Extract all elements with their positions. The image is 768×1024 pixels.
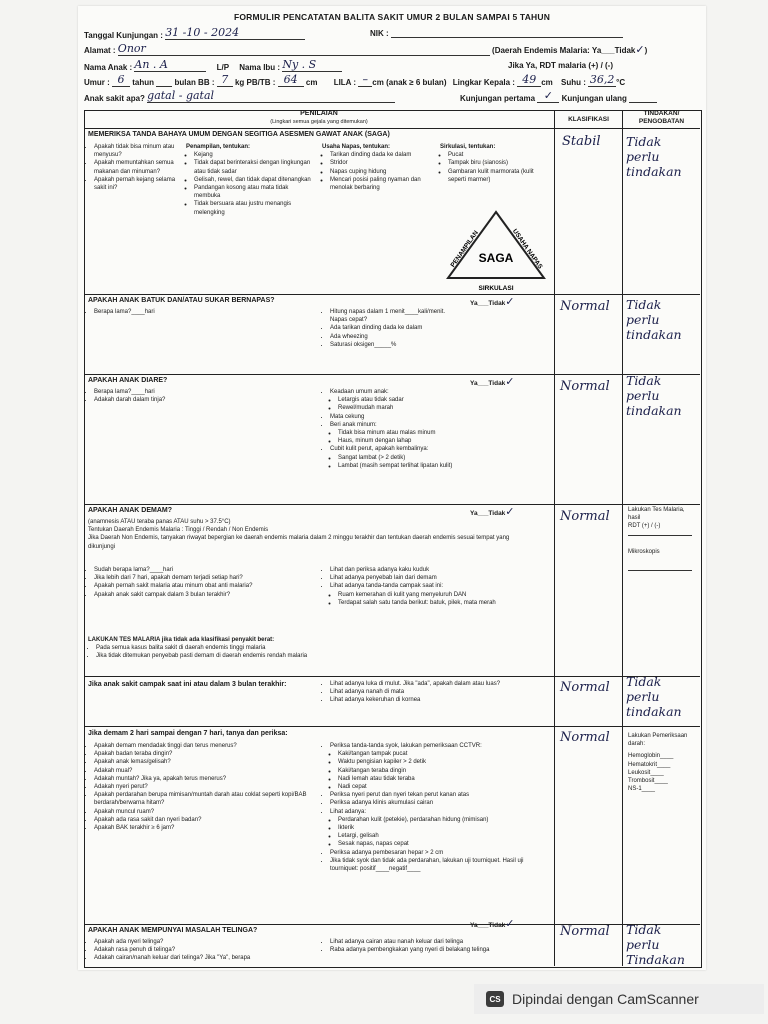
dengue-question: • Adakah muntah? Jika ya, apakah terus menerus?	[94, 775, 316, 783]
ear-check: • Lihat adanya cairan atau nanah keluar dari telinga	[330, 938, 550, 946]
fever-check: ◦ Terdapat salah satu tanda berikut: batuk, pilek, mata merah	[338, 599, 550, 607]
rdt-label: Jika Ya, RDT malaria (+) / (-)	[508, 61, 614, 70]
section-divider	[84, 374, 700, 375]
saga-center-label: SAGA	[478, 251, 514, 265]
saga-section-title: MEMERIKSA TANDA BAHAYA UMUM DENGAN SEGITIGA ASESMEN GAWAT ANAK (SAGA)	[88, 131, 390, 138]
weight-value: 7	[217, 73, 233, 87]
saga-appearance	[186, 143, 314, 217]
malaria-endemic-label: (Daerah Endemis Malaria: Ya___Tidak	[492, 46, 636, 55]
cough-checks	[322, 308, 550, 349]
age-years-value: 6	[112, 73, 130, 87]
first-visit-label: Kunjungan pertama	[460, 94, 536, 103]
fever-action-blank	[628, 535, 692, 536]
saga-questions	[86, 143, 182, 192]
cough-yes-no	[470, 295, 515, 308]
checkmark-icon: ✓	[505, 375, 515, 388]
lila-unit: cm (anak ≥ 6 bulan)	[372, 78, 447, 87]
cough-check: • Ada tarikan dinding dada ke dalam	[330, 324, 550, 332]
saga-bottom-label: SIRKULASI	[478, 285, 514, 292]
malaria-test-item: • Jika tidak ditemukan penyebab pasti demam di daerah endemis rendah malaria	[96, 652, 528, 660]
dengue-question: • Apakah demam mendadak tinggi dan terus menerus?	[94, 742, 316, 750]
dengue-question: • Apakah badan teraba dingin?	[94, 750, 316, 758]
section-divider	[84, 676, 700, 677]
fever-yes-no	[470, 505, 515, 518]
measles-check: • Lihat adanya kekeruhan di kornea	[330, 696, 550, 704]
height-value: 64	[278, 73, 304, 87]
dengue-question: • Apakah BAK terakhir ≥ 6 jam?	[94, 824, 316, 832]
visit-date-label: Tanggal Kunjungan :	[84, 31, 163, 40]
fever-check: • Lihat adanya penyebab lain dari demam	[330, 574, 550, 582]
ear-question: • Apakah ada nyeri telinga?	[94, 938, 316, 946]
saga-circulation	[440, 143, 552, 184]
cough-check: • Ada wheezing	[330, 333, 550, 341]
dengue-check: • Periksa adanya pembesaran hepar > 2 cm	[330, 849, 550, 857]
column-header-tindakan: TINDAKAN/ PENGOBATAN	[638, 110, 685, 125]
dengue-action-line: NS-1____	[628, 786, 656, 793]
dengue-checks	[322, 742, 550, 873]
fever-question: • Jika lebih dari 7 hari, apakah demam terjadi setiap hari?	[94, 574, 316, 582]
ear-checks	[322, 938, 550, 954]
measles-checks	[322, 680, 550, 705]
head-circumference-unit: cm	[541, 78, 553, 87]
circulation-item: ◦ Tampak biru (sianosis)	[448, 159, 552, 167]
diarrhea-check: ◦ Sangat lambat (> 2 detik)	[338, 454, 550, 462]
diarrhea-questions	[86, 388, 286, 404]
measles-check: • Lihat adanya nanah di mata	[330, 688, 550, 696]
yes-no-label: Ya___Tidak	[470, 922, 506, 929]
column-header-penilaian	[84, 110, 554, 126]
visit-date-row	[84, 26, 305, 40]
cough-section-title: APAKAH ANAK BATUK DAN/ATAU SUKAR BERNAPAS?	[88, 297, 275, 304]
section-divider	[84, 294, 700, 295]
dengue-action-line: Leukosit____	[628, 769, 664, 776]
lila-label: LILA :	[333, 78, 357, 87]
ear-questions	[86, 938, 316, 963]
cough-check: • Saturasi oksigen_____%	[330, 341, 550, 349]
dengue-section-title: Jika demam 2 hari sampai dengan 7 hari, tanya dan periksa:	[88, 730, 288, 737]
fever-action-line: RDT (+) / (-)	[628, 523, 661, 530]
saga-action: Tidak perlu tindakan	[626, 134, 682, 179]
scanned-form-page	[78, 6, 706, 970]
dengue-check: ◦ Ikterik	[338, 824, 550, 832]
fever-classification: Normal	[560, 509, 610, 524]
diarrhea-check: • Mata cekung	[330, 413, 550, 421]
measles-section-title: Jika anak sakit campak saat ini atau dalam 3 bulan terakhir:	[88, 681, 287, 688]
appearance-heading: Penampilan, tentukan:	[186, 144, 251, 150]
temperature-value: 36,2	[589, 73, 615, 86]
dengue-question: • Apakah muncul ruam?	[94, 808, 316, 816]
dengue-check: ◦ Kaki/tangan tampak pucat	[338, 750, 550, 758]
return-visit-value	[629, 93, 657, 103]
malaria-test-block	[88, 636, 528, 661]
temperature-label: Suhu :	[561, 78, 586, 87]
appearance-item: ◦ Tidak dapat berinteraksi dengan lingkungan atau tidak sadar	[194, 159, 314, 175]
nik-label: NIK :	[370, 29, 389, 38]
fever-action	[628, 506, 698, 571]
dengue-check: ◦ Perdarahan kulit (petekie), perdarahan hidung (mimisan)	[338, 816, 550, 824]
address-value: Onor	[118, 42, 490, 56]
dengue-check: • Jika tidak syok dan tidak ada perdarahan, lakukan uji tourniquet. Hasil uji tourniquet: positif____negatif____	[330, 857, 550, 873]
breathing-item: ◦ Tarikan dinding dada ke dalam	[330, 151, 434, 159]
fever-question: • Apakah pernah sakit malaria atau minum obat anti malaria?	[94, 582, 316, 590]
diarrhea-check: ◦ Lambat (masih sempat terlihat lipatan kulit)	[338, 462, 550, 470]
dengue-classification: Normal	[560, 730, 610, 745]
address-label: Alamat :	[84, 46, 116, 55]
child-name-value: An . A	[134, 58, 206, 72]
dengue-check: ◦ Waktu pengisian kapiler > 2 detik	[338, 758, 550, 766]
diarrhea-check: ◦ Tidak bisa minum atau malas minum	[338, 429, 550, 437]
ear-yes-no	[470, 917, 515, 930]
head-circumference-label: Lingkar Kepala :	[452, 78, 515, 87]
camscanner-watermark	[474, 984, 764, 1014]
diarrhea-question: • Berapa lama?____hari	[94, 388, 286, 396]
child-name-row	[84, 58, 342, 72]
age-label: Umur :	[84, 78, 110, 87]
checkmark-icon: ✓	[543, 89, 553, 102]
ear-question: • Adakah cairan/nanah keluar dari telinga? Jika "Ya", berapa	[94, 954, 316, 962]
dengue-action-line: Hemoglobin____	[628, 753, 674, 760]
penilaian-sublabel: (Lingkari semua gejala yang ditemukan)	[270, 119, 368, 125]
illness-value: gatal - gatal	[147, 89, 395, 103]
cough-question: • Berapa lama?____hari	[94, 308, 286, 316]
circulation-heading: Sirkulasi, tentukan:	[440, 144, 496, 150]
ear-question: • Adakah rasa penuh di telinga?	[94, 946, 316, 954]
visit-type-row	[460, 89, 657, 103]
fever-question: • Sudah berapa lama?____hari	[94, 566, 316, 574]
dengue-question: • Adakah nyeri perut?	[94, 783, 316, 791]
fever-check: • Lihat adanya tanda-tanda campak saat ini:	[330, 582, 550, 590]
appearance-item: ◦ Tidak bersuara atau justru menangis melengking	[194, 200, 314, 216]
dengue-question: • Apakah anak lemas/gelisah?	[94, 758, 316, 766]
saga-left-label: PENAMPILAN	[449, 229, 480, 269]
ear-classification: Normal	[560, 924, 610, 939]
weight-label: bulan BB :	[174, 78, 215, 87]
mother-name-value: Ny . S	[282, 58, 342, 72]
diarrhea-yes-no	[470, 375, 515, 388]
diarrhea-checks	[322, 388, 550, 470]
measles-check: • Lihat adanya luka di mulut. Jika "ada", apakah dalam atau luas?	[330, 680, 550, 688]
malaria-test-title: LAKUKAN TES MALARIA jika tidak ada klasifikasi penyakit berat:	[88, 637, 275, 643]
address-row: Alamat : Onor (Daerah Endemis Malaria: Ya___Tidak✓)	[84, 42, 648, 56]
fever-check: • Lihat dan periksa adanya kaku kuduk	[330, 566, 550, 574]
saga-breathing	[322, 143, 434, 192]
fever-action-line: Lakukan Tes Malaria, hasil	[628, 507, 685, 522]
breathing-item: ◦ Mencari posisi paling nyaman dan menolak berbaring	[330, 176, 434, 192]
yes-no-label: Ya___Tidak	[470, 510, 506, 517]
nik-row	[370, 28, 623, 38]
visit-date-value: 31 -10 - 2024	[165, 26, 305, 40]
dengue-question: • Apakah ada rasa sakit dan nyeri badan?	[94, 816, 316, 824]
fever-intro-line: (anamnesis ATAU teraba panas ATAU suhu > 37.5°C)	[88, 519, 231, 525]
fever-action-line: Mikroskopis	[628, 548, 660, 555]
diarrhea-question: • Adakah darah dalam tinja?	[94, 396, 286, 404]
diarrhea-action: Tidak perlu tindakan	[626, 373, 682, 418]
diarrhea-section-title: APAKAH ANAK DIARE?	[88, 377, 168, 384]
dengue-check: ◦ Nadi cepat	[338, 783, 550, 791]
column-header-klasifikasi: KLASIFIKASI	[568, 116, 609, 123]
dengue-check: • Periksa tanda-tanda syok, lakukan pemeriksaan CCTVR:	[330, 742, 550, 750]
circulation-item: ◦ Pucat	[448, 151, 552, 159]
return-visit-label: Kunjungan ulang	[561, 94, 627, 103]
malaria-test-item: • Pada semua kasus balita sakit di daerah endemis tinggi malaria	[96, 644, 528, 652]
diarrhea-classification: Normal	[560, 379, 610, 394]
sex-label: L/P	[216, 63, 229, 72]
child-name-label: Nama Anak :	[84, 63, 133, 72]
breathing-heading: Usaha Napas, tentukan:	[322, 144, 391, 150]
diarrhea-check: ◦ Rewel/mudah marah	[338, 404, 550, 412]
dengue-action	[628, 732, 698, 793]
height-label: kg PB/TB :	[234, 78, 276, 87]
lila-value: –	[358, 73, 372, 87]
circulation-item: ◦ Gambaran kulit marmorata (kulit seperti marmer)	[448, 168, 552, 184]
dengue-check: ◦ Kaki/tangan teraba dingin	[338, 767, 550, 775]
mother-name-label: Nama Ibu :	[239, 63, 281, 72]
breathing-item: ◦ Napas cuping hidung	[330, 168, 434, 176]
dengue-question: • Apakah perdarahan berupa mimisan/muntah darah atau coklat seperti kopi/BAB berdarah/berwarna hitam?	[94, 791, 316, 807]
diarrhea-check: • Beri anak minum:	[330, 421, 550, 429]
fever-intro-line: Jika Daerah Non Endemis, tanyakan riwayat bepergian ke daerah endemis malaria dalam 2 minggu terakhir dan tentukan daerah endemis sesuai tempat yang dikunjungi	[88, 535, 510, 550]
cough-check: • Hitung napas dalam 1 menit____kali/menit.	[330, 308, 550, 316]
fever-intro-line: Tentukan Daerah Endemis Malaria : Tinggi / Rendah / Non Endemis	[88, 527, 269, 534]
penilaian-label: PENILAIAN	[300, 110, 338, 117]
dengue-check: • Lihat adanya:	[330, 808, 550, 816]
dengue-action-line: Trombosit____	[628, 778, 668, 785]
checkmark-icon: ✓	[505, 295, 515, 308]
checkmark-icon: ✓	[505, 917, 515, 930]
illness-row	[84, 89, 395, 103]
fever-check: ◦ Ruam kemerahan di kulit yang menyeluruh DAN	[338, 591, 550, 599]
dengue-questions	[86, 742, 316, 832]
section-divider	[84, 726, 700, 727]
dengue-question: • Adakah mual?	[94, 767, 316, 775]
head-circumference-value: 49	[517, 73, 541, 87]
ear-action: Tidak perlu Tindakan	[626, 922, 685, 967]
appearance-item: ◦ Gelisah, rewel, dan tidak dapat ditenangkan	[194, 176, 314, 184]
age-months-value	[156, 77, 172, 87]
dengue-check: • Periksa nyeri perut dan nyeri tekan perut kanan atas	[330, 791, 550, 799]
dengue-action-line: Hematokrit____	[628, 761, 671, 768]
fever-intro	[88, 518, 528, 551]
illness-label: Anak sakit apa?	[84, 94, 145, 103]
cough-check: Napas cepat?	[330, 317, 368, 324]
measles-classification: Normal	[560, 680, 610, 695]
appearance-item: ◦ Pandangan kosong atau mata tidak membuka	[194, 184, 314, 200]
checkmark-icon: ✓	[505, 505, 515, 518]
saga-triangle-diagram	[440, 206, 552, 296]
fever-section-title: APAKAH ANAK DEMAM?	[88, 507, 172, 514]
nik-value	[391, 28, 623, 38]
form-title: FORMULIR PENCATATAN BALITA SAKIT UMUR 2 BULAN SAMPAI 5 TAHUN	[233, 12, 551, 22]
section-divider	[84, 128, 700, 129]
yes-no-label: Ya___Tidak	[470, 300, 506, 307]
saga-right-label: USAHA NAPAS	[510, 227, 544, 271]
cough-classification: Normal	[560, 299, 610, 314]
fever-checks	[322, 566, 550, 607]
ear-check: • Raba adanya pembengkakan yang nyeri di belakang telinga	[330, 946, 550, 954]
diarrhea-check: ◦ Haus, minum dengan lahap	[338, 437, 550, 445]
ear-section-title: APAKAH ANAK MEMPUNYAI MASALAH TELINGA?	[88, 927, 258, 934]
camscanner-text: Dipindai dengan CamScanner	[512, 991, 699, 1007]
dengue-check: ◦ Letargi, gelisah	[338, 832, 550, 840]
cough-questions	[86, 308, 286, 316]
cough-action: Tidak perlu tindakan	[626, 297, 682, 342]
saga-question: • Apakah tidak bisa minum atau menyusu?	[94, 143, 182, 159]
dengue-check: ◦ Nadi lemah atau tidak teraba	[338, 775, 550, 783]
column-divider	[622, 110, 623, 966]
breathing-item: ◦ Stridor	[330, 159, 434, 167]
temperature-unit: °C	[616, 78, 626, 87]
dengue-check: • Periksa adanya klinis akumulasi cairan	[330, 799, 550, 807]
measles-action: Tidak perlu tindakan	[626, 674, 682, 719]
saga-question: • Apakah memuntahkan semua makanan dan minuman?	[94, 159, 182, 175]
saga-classification: Stabil	[562, 134, 601, 149]
appearance-item: ◦ Kejang	[194, 151, 314, 159]
checkmark-icon: ✓	[635, 43, 645, 56]
fever-action-blank	[628, 570, 692, 571]
camscanner-logo-icon: CS	[486, 991, 504, 1007]
dengue-check: ◦ Sesak napas, napas cepat	[338, 840, 550, 848]
yes-no-label: Ya___Tidak	[470, 380, 506, 387]
section-divider	[84, 504, 700, 505]
column-divider	[554, 110, 555, 966]
diarrhea-check: ◦ Letargis atau tidak sadar	[338, 396, 550, 404]
dengue-action-line: Lakukan Pemeriksaan darah:	[628, 733, 688, 748]
diarrhea-check: • Cubit kulit perut, apakah kembalinya:	[330, 445, 550, 453]
diarrhea-check: • Keadaan umum anak:	[330, 388, 550, 396]
fever-question: • Apakah anak sakit campak dalam 3 bulan terakhir?	[94, 591, 316, 599]
saga-question: • Apakah pernah kejang selama sakit ini?	[94, 176, 182, 192]
fever-questions	[86, 566, 316, 599]
measurements-row	[84, 73, 625, 87]
age-years-label: tahun	[132, 78, 155, 87]
height-unit: cm	[305, 78, 318, 87]
